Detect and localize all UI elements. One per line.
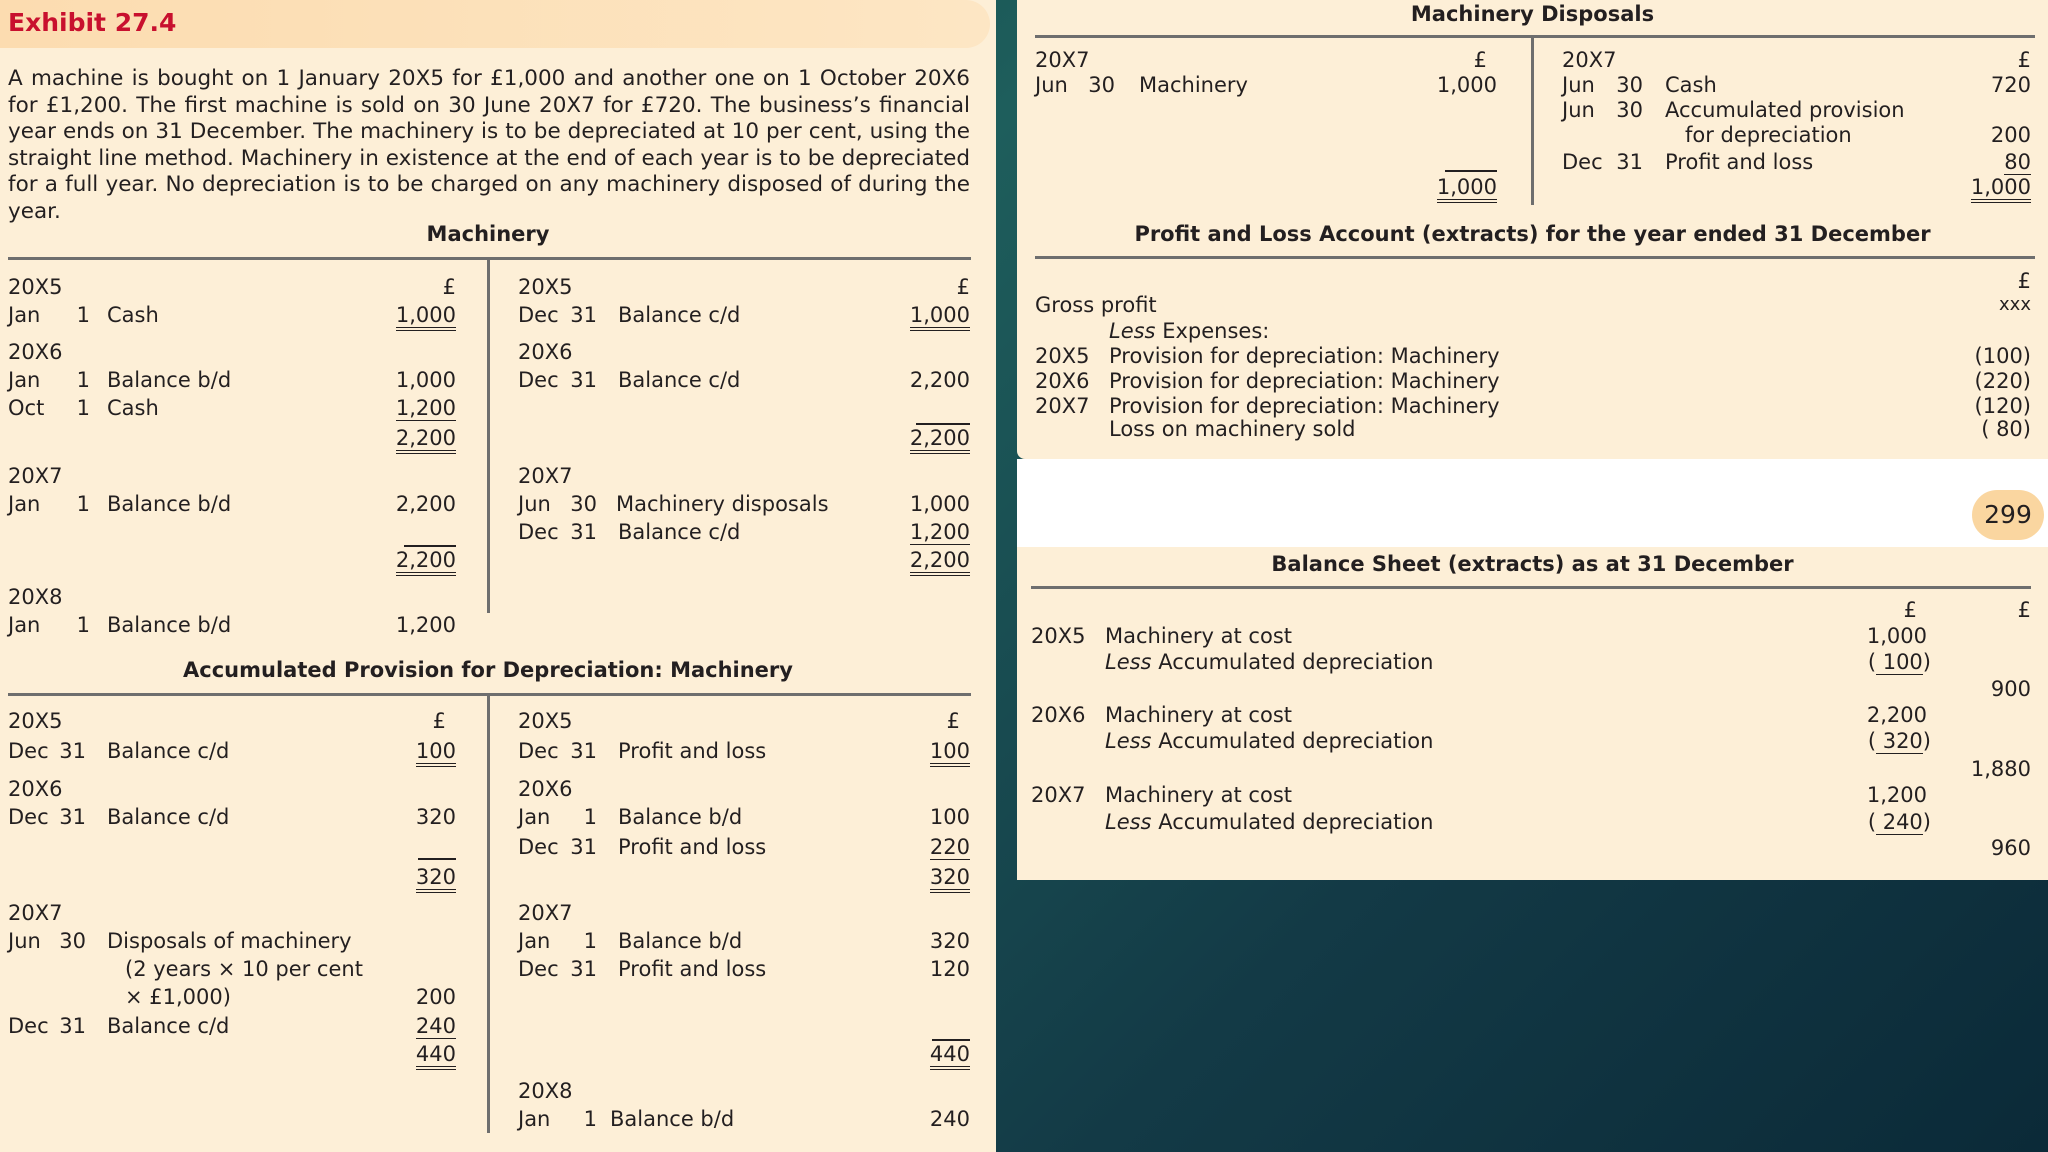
acc-cr-day: 31 — [570, 739, 597, 763]
accumulated-centre-rule — [487, 693, 490, 1133]
machinery-centre-rule — [487, 257, 490, 613]
acc-dr-amount: 200 — [415, 985, 456, 1009]
machinery-cr-day: 30 — [570, 492, 597, 516]
machinery-dr-day: 1 — [76, 368, 90, 392]
machinery-dr-total: 2,200 — [376, 547, 456, 573]
total-rule — [1445, 170, 1497, 172]
disposals-cr-desc: Profit and loss — [1665, 150, 1814, 174]
bs-row-year: 20X5 — [1031, 624, 1086, 648]
machinery-cr-total: 2,200 — [890, 547, 970, 573]
pl-row-year: 20X6 — [1035, 369, 1090, 393]
acc-cr-desc: Profit and loss — [618, 835, 767, 859]
machinery-account-title: Machinery — [426, 222, 550, 246]
acc-dr-desc-cont: × £1,000) — [125, 985, 231, 1009]
acc-cr-currency: £ — [946, 709, 960, 733]
acc-dr-desc: Balance c/d — [107, 1014, 230, 1038]
pl-row-desc: Loss on machinery sold — [1109, 417, 1356, 441]
acc-cr-month: Dec — [518, 739, 559, 763]
pl-gross-profit-amount: xxx — [1999, 294, 2031, 315]
machinery-cr-desc: Balance c/d — [618, 368, 741, 392]
disposals-cr-year: 20X7 — [1562, 48, 1617, 72]
accumulated-account-title: Accumulated Provision for Depreciation: Machinery — [183, 658, 793, 682]
machinery-dr-amount: 1,000 — [376, 302, 456, 328]
acc-cr-desc: Profit and loss — [618, 957, 767, 981]
acc-dr-day: 31 — [59, 1014, 86, 1038]
machinery-cr-year: 20X6 — [518, 340, 573, 364]
pl-row-amount: (220) — [1974, 369, 2031, 393]
machinery-cr-total: 2,200 — [890, 425, 970, 451]
machinery-dr-currency: £ — [442, 275, 456, 299]
disposals-cr-day: 30 — [1616, 98, 1643, 122]
acc-dr-day: 31 — [59, 739, 86, 763]
disposals-dr-desc: Machinery — [1139, 73, 1248, 97]
disposals-cr-desc: Accumulated provision — [1665, 98, 1905, 122]
disposals-dr-total: 1,000 — [1397, 174, 1497, 200]
exhibit-title: Exhibit 27.4 — [8, 8, 177, 37]
machinery-cr-month: Dec — [518, 368, 559, 392]
exhibit-description: A machine is bought on 1 January 20X5 for £1,000 and another one on 1 October 20X6 for £1,200. The first machine is sold on 30 June 20X7 for £720. The business’s financial year ends on 31 December. The machinery is to be depreciated at 10 per cent, using the straight line method. Machinery in existence at the end of each year is to be depreciated for a full year. No depreciation is to be charged on any machinery disposed of during the year. — [8, 66, 970, 224]
acc-cr-amount: 220 — [929, 835, 970, 859]
bs-net-amount: 900 — [1990, 677, 2031, 701]
pl-gross-profit-label: Gross profit — [1035, 293, 1157, 317]
bs-cost-amount: 1,000 — [1866, 624, 1927, 648]
disposals-dr-amount: 1,000 — [1436, 73, 1497, 97]
machinery-dr-year: 20X5 — [8, 275, 63, 299]
acc-cr-year: 20X5 — [518, 709, 573, 733]
machinery-cr-year: 20X7 — [518, 464, 573, 488]
machinery-cr-desc: Machinery disposals — [616, 492, 829, 516]
pl-less-expenses: Less Expenses: — [1109, 319, 1270, 343]
bs-cost-amount: 1,200 — [1866, 783, 1927, 807]
acc-cr-day: 31 — [570, 957, 597, 981]
machinery-dr-day: 1 — [76, 492, 90, 516]
acc-cr-amount: 100 — [929, 805, 970, 829]
machinery-cr-day: 31 — [570, 303, 597, 327]
machinery-dr-day: 1 — [76, 613, 90, 637]
acc-cr-month: Jan — [518, 929, 551, 953]
machinery-cr-month: Dec — [518, 303, 559, 327]
acc-dr-total: 440 — [376, 1041, 456, 1067]
acc-cr-month: Dec — [518, 957, 559, 981]
acc-cr-total: 440 — [890, 1041, 970, 1067]
disposals-dr-month: Jun — [1035, 73, 1068, 97]
page-number-strip — [1017, 459, 2048, 547]
acc-dr-month: Dec — [8, 1014, 49, 1038]
acc-cr-day: 1 — [583, 805, 597, 829]
acc-dr-desc: Balance c/d — [107, 805, 230, 829]
disposals-cr-amount: 200 — [1990, 123, 2031, 147]
acc-dr-amount: 240 — [415, 1014, 456, 1038]
machinery-cr-amount: 1,200 — [909, 520, 970, 544]
machinery-dr-amount: 2,200 — [395, 492, 456, 516]
machinery-cr-day: 31 — [570, 520, 597, 544]
acc-cr-desc: Profit and loss — [618, 739, 767, 763]
disposals-cr-currency: £ — [2017, 48, 2031, 72]
acc-cr-year: 20X7 — [518, 901, 573, 925]
disposals-cr-month: Dec — [1562, 150, 1603, 174]
bs-currency-col1: £ — [1903, 598, 1917, 622]
machinery-dr-month: Jan — [8, 368, 41, 392]
machinery-cr-amount: 1,000 — [890, 302, 970, 328]
machinery-dr-month: Oct — [8, 396, 45, 420]
machinery-dr-day: 1 — [76, 303, 90, 327]
disposals-cr-desc: Cash — [1665, 73, 1717, 97]
machinery-cr-amount: 2,200 — [909, 368, 970, 392]
acc-dr-month: Jun — [8, 929, 41, 953]
machinery-dr-desc: Balance b/d — [107, 492, 232, 516]
acc-cr-amount: 120 — [929, 957, 970, 981]
machinery-dr-month: Jan — [8, 613, 41, 637]
machinery-cr-desc: Balance c/d — [618, 303, 741, 327]
pl-row-year: 20X5 — [1035, 344, 1090, 368]
machinery-dr-year: 20X7 — [8, 464, 63, 488]
bs-net-amount: 1,880 — [1970, 757, 2031, 781]
pl-top-rule — [1035, 256, 2035, 259]
left-page-panel — [0, 0, 996, 1152]
bs-cost-amount: 2,200 — [1866, 703, 1927, 727]
right-top-panel — [1017, 0, 2048, 459]
pl-row-amount: (100) — [1974, 344, 2031, 368]
acc-cr-amount: 240 — [929, 1107, 970, 1131]
machinery-dr-month: Jan — [8, 492, 41, 516]
pl-row-year: 20X7 — [1035, 394, 1090, 418]
disposals-cr-desc-cont: for depreciation — [1685, 123, 1852, 147]
acc-dr-day: 31 — [59, 805, 86, 829]
acc-cr-month: Jan — [518, 1107, 551, 1131]
bs-dep-amount: ( 240) — [1867, 810, 1931, 834]
acc-dr-currency: £ — [432, 709, 446, 733]
acc-dr-year: 20X6 — [8, 777, 63, 801]
pl-row-amount: ( 80) — [1981, 417, 2031, 441]
disposals-cr-day: 30 — [1616, 73, 1643, 97]
machinery-cr-day: 31 — [570, 368, 597, 392]
bs-currency-col2: £ — [2017, 598, 2031, 622]
machinery-cr-month: Dec — [518, 520, 559, 544]
acc-dr-year: 20X7 — [8, 901, 63, 925]
bs-top-rule — [1031, 586, 2031, 589]
acc-cr-amount: 100 — [890, 738, 970, 764]
bs-dep-amount: ( 100) — [1867, 650, 1931, 674]
pl-row-amount: (120) — [1974, 394, 2031, 418]
acc-cr-desc: Balance b/d — [618, 805, 743, 829]
bs-net-amount: 960 — [1990, 836, 2031, 860]
pl-row-desc: Provision for depreciation: Machinery — [1109, 394, 1500, 418]
acc-cr-year: 20X8 — [518, 1079, 573, 1103]
machinery-dr-total: 2,200 — [376, 425, 456, 451]
disposals-cr-amount: 80 — [2004, 150, 2031, 174]
disposals-dr-currency: £ — [1473, 48, 1487, 72]
acc-dr-desc-cont: (2 years × 10 per cent — [125, 957, 363, 981]
disposals-centre-rule — [1531, 35, 1534, 205]
acc-cr-day: 1 — [583, 1107, 597, 1131]
acc-dr-amount: 100 — [376, 738, 456, 764]
bs-dep-label: Less Accumulated depreciation — [1105, 650, 1434, 674]
disposals-account-title: Machinery Disposals — [1410, 2, 1655, 26]
acc-dr-year: 20X5 — [8, 709, 63, 733]
disposals-cr-total: 1,000 — [1947, 174, 2031, 200]
acc-cr-month: Jan — [518, 805, 551, 829]
machinery-cr-year: 20X5 — [518, 275, 573, 299]
acc-cr-month: Dec — [518, 835, 559, 859]
machinery-dr-month: Jan — [8, 303, 41, 327]
acc-cr-day: 31 — [570, 835, 597, 859]
acc-cr-desc: Balance b/d — [610, 1107, 735, 1131]
bs-cost-label: Machinery at cost — [1105, 624, 1292, 648]
machinery-dr-amount: 1,200 — [395, 396, 456, 420]
acc-dr-total: 320 — [376, 864, 456, 890]
machinery-cr-currency: £ — [956, 275, 970, 299]
disposals-dr-day: 30 — [1088, 73, 1115, 97]
bs-dep-label: Less Accumulated depreciation — [1105, 810, 1434, 834]
acc-cr-total: 320 — [890, 864, 970, 890]
disposals-cr-month: Jun — [1562, 73, 1595, 97]
acc-dr-day: 30 — [59, 929, 86, 953]
bs-row-year: 20X7 — [1031, 783, 1086, 807]
bs-dep-amount: ( 320) — [1867, 729, 1931, 753]
acc-dr-month: Dec — [8, 739, 49, 763]
page-number: 299 — [1972, 490, 2044, 540]
machinery-dr-day: 1 — [76, 396, 90, 420]
pl-row-desc: Provision for depreciation: Machinery — [1109, 344, 1500, 368]
bs-dep-label: Less Accumulated depreciation — [1105, 729, 1434, 753]
bs-row-year: 20X6 — [1031, 703, 1086, 727]
machinery-dr-desc: Cash — [107, 303, 159, 327]
machinery-dr-year: 20X6 — [8, 340, 63, 364]
disposals-top-rule — [1035, 35, 2035, 38]
acc-cr-desc: Balance b/d — [618, 929, 743, 953]
acc-cr-year: 20X6 — [518, 777, 573, 801]
machinery-dr-desc: Cash — [107, 396, 159, 420]
disposals-cr-month: Jun — [1562, 98, 1595, 122]
bs-cost-label: Machinery at cost — [1105, 703, 1292, 727]
disposals-cr-day: 31 — [1616, 150, 1643, 174]
disposals-cr-amount: 720 — [1990, 73, 2031, 97]
bs-title: Balance Sheet (extracts) as at 31 December — [1271, 552, 1794, 576]
acc-dr-month: Dec — [8, 805, 49, 829]
acc-cr-amount: 320 — [929, 929, 970, 953]
machinery-dr-desc: Balance b/d — [107, 613, 232, 637]
pl-title: Profit and Loss Account (extracts) for the year ended 31 December — [1134, 222, 1931, 246]
machinery-cr-desc: Balance c/d — [618, 520, 741, 544]
machinery-dr-amount: 1,200 — [395, 613, 456, 637]
bs-cost-label: Machinery at cost — [1105, 783, 1292, 807]
right-bottom-panel — [1017, 547, 2048, 880]
machinery-cr-month: Jun — [518, 492, 551, 516]
total-rule — [418, 858, 456, 860]
acc-dr-amount: 320 — [415, 805, 456, 829]
pl-currency: £ — [2017, 269, 2031, 293]
acc-cr-day: 1 — [583, 929, 597, 953]
machinery-dr-desc: Balance b/d — [107, 368, 232, 392]
acc-dr-desc: Disposals of machinery — [107, 929, 352, 953]
machinery-dr-year: 20X8 — [8, 585, 63, 609]
acc-dr-desc: Balance c/d — [107, 739, 230, 763]
machinery-dr-amount: 1,000 — [395, 368, 456, 392]
machinery-cr-amount: 1,000 — [909, 492, 970, 516]
disposals-dr-year: 20X7 — [1035, 48, 1090, 72]
pl-row-desc: Provision for depreciation: Machinery — [1109, 369, 1500, 393]
